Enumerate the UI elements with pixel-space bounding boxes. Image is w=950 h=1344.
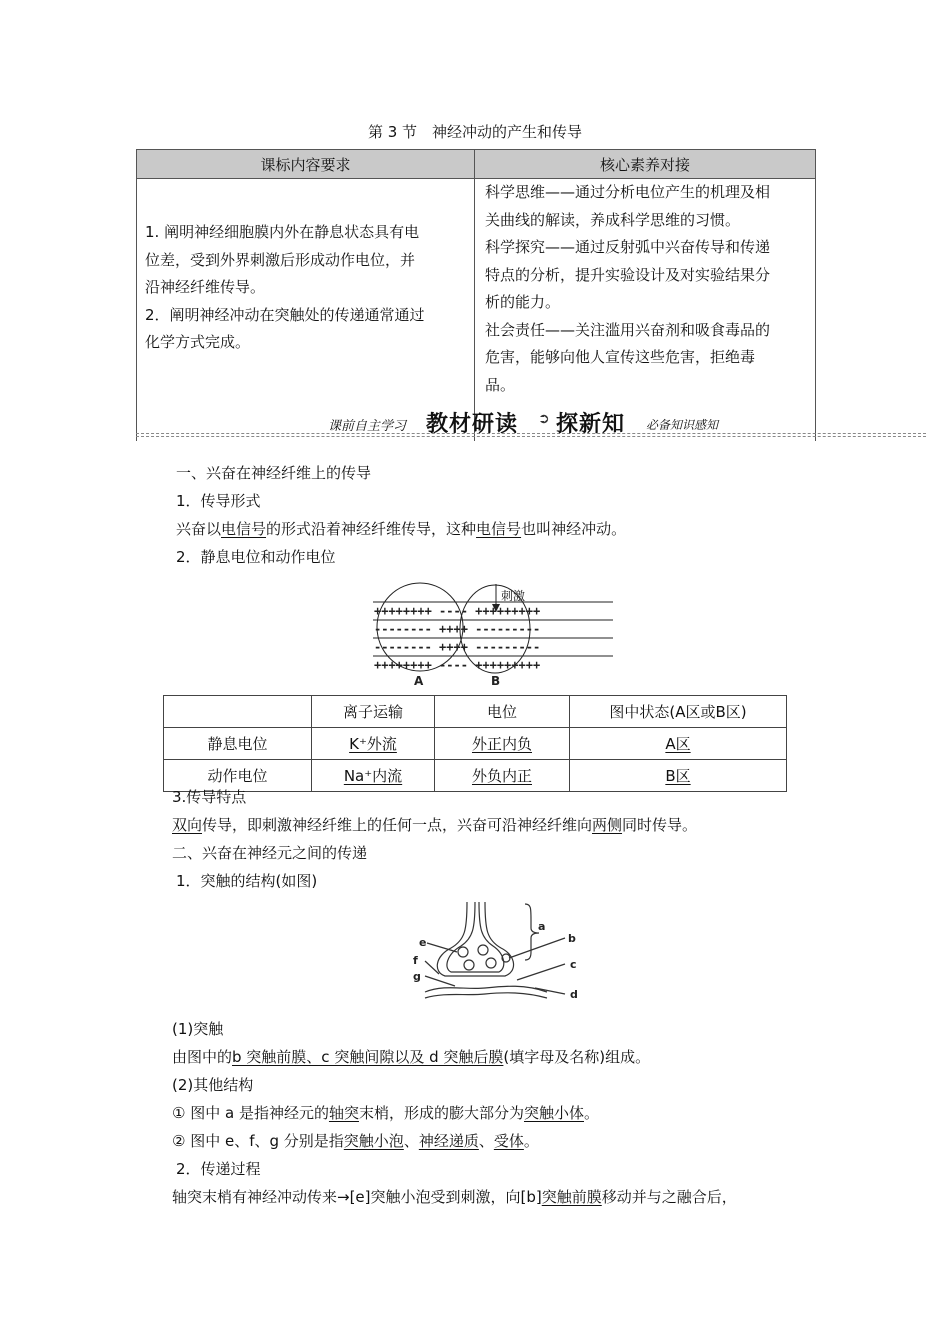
standards-content-cell bbox=[137, 179, 475, 442]
p1-text: 由图中的b 突触前膜、c 突触间隙以及 d 突触后膜(填字母及名称)组成。 bbox=[172, 1048, 651, 1066]
p2-title: (2)其他结构 bbox=[172, 1076, 254, 1094]
section1-sub3: 3.传导特点 bbox=[172, 788, 247, 806]
standards-header-1: 课标内容要求 bbox=[137, 150, 475, 179]
fig-label-g: g bbox=[413, 970, 421, 983]
outer-charge-row: ++++++++ ---- +++++++++ bbox=[374, 658, 541, 672]
p2-line2: ② 图中 e、f、g 分别是指突触小泡、神经递质、受体。 bbox=[172, 1132, 539, 1150]
section2-sub2-text: 轴突末梢有神经冲动传来→[e]突触小泡受到刺激，向[b]突触前膜移动并与之融合后， bbox=[172, 1188, 737, 1206]
standards-line: 2．阐明神经冲动在突触处的传递通常通过 bbox=[145, 305, 425, 324]
section-banner bbox=[136, 407, 926, 437]
banner-main-2: 探新知 bbox=[556, 412, 626, 437]
section1-heading: 一、兴奋在神经纤维上的传导 bbox=[176, 464, 372, 482]
inner-charge-row: -------- ++++ --------- bbox=[374, 640, 541, 654]
ion-table bbox=[163, 695, 787, 792]
table-cell: Na⁺内流 bbox=[312, 760, 435, 792]
standards-line: 位差，受到外界刺激后形成动作电位，并 bbox=[145, 250, 416, 269]
fig-label-d: d bbox=[570, 988, 578, 1001]
section2-sub2: 2．传递过程 bbox=[176, 1160, 261, 1178]
arrow-icon: ➲ bbox=[538, 411, 550, 427]
table-cell: 外负内正 bbox=[435, 760, 570, 792]
competency-line: 科学思维——通过分析电位产生的机理及相 bbox=[485, 183, 771, 201]
competency-line: 社会责任——关注滥用兴奋剂和吸食毒品的 bbox=[485, 320, 771, 339]
banner-left-text: 课前自主学习 bbox=[328, 419, 407, 434]
axon-terminal-outline bbox=[437, 902, 513, 976]
fig-label-e: e bbox=[419, 936, 427, 949]
table-cell: A区 bbox=[570, 728, 787, 760]
pointer-g bbox=[425, 976, 455, 986]
nerve-fiber-figure bbox=[368, 582, 618, 688]
table-cell: 外正内负 bbox=[435, 728, 570, 760]
label-b: B bbox=[491, 674, 501, 688]
p1-title: (1)突触 bbox=[172, 1020, 224, 1038]
vesicle bbox=[464, 960, 474, 970]
pointer-c bbox=[517, 964, 565, 980]
table-cell: B区 bbox=[570, 760, 787, 792]
section2-heading: 二、兴奋在神经元之间的传递 bbox=[172, 844, 368, 862]
standards-header-2: 核心素养对接 bbox=[475, 150, 816, 179]
section1-sub1-text: 兴奋以电信号的形式沿着神经纤维传导，这种电信号也叫神经冲动。 bbox=[176, 520, 627, 538]
table-header: 电位 bbox=[435, 696, 570, 728]
standards-line: 1. 阐明神经细胞膜内外在静息状态具有电 bbox=[145, 223, 420, 241]
fig-label-a: a bbox=[538, 920, 546, 933]
vesicle bbox=[478, 945, 488, 955]
competency-line: 品。 bbox=[485, 375, 516, 394]
vesicle bbox=[458, 947, 468, 957]
banner-main-1: 教材研读 bbox=[426, 412, 519, 437]
standards-line: 化学方式完成。 bbox=[145, 333, 251, 351]
competency-line: 关曲线的解读，养成科学思维的习惯。 bbox=[485, 210, 741, 229]
table-row bbox=[164, 728, 787, 760]
pointer-d bbox=[535, 988, 565, 994]
table-row bbox=[164, 696, 787, 728]
section2-sub1: 1．突触的结构(如图) bbox=[176, 872, 318, 890]
section1-sub3-text: 双向传导，即刺激神经纤维上的任何一点，兴奋可沿神经纤维向两侧同时传导。 bbox=[172, 816, 698, 834]
synapse-figure bbox=[405, 900, 590, 1010]
competency-line: 特点的分析，提升实验设计及对实验结果分 bbox=[485, 265, 771, 284]
banner-right-text: 必备知识感知 bbox=[646, 418, 719, 432]
competency-line: 析的能力。 bbox=[485, 293, 561, 311]
fig-label-f: f bbox=[413, 954, 418, 967]
answer-blank: 电信号 bbox=[221, 520, 267, 538]
standards-line: 沿神经纤维传导。 bbox=[145, 278, 266, 296]
pointer-b bbox=[509, 938, 565, 958]
vesicle bbox=[486, 958, 496, 968]
answer-blank: 电信号 bbox=[476, 520, 522, 538]
table-header: 离子运输 bbox=[312, 696, 435, 728]
fig-label-b: b bbox=[568, 932, 576, 945]
postsynaptic-inner bbox=[425, 993, 547, 998]
table-row bbox=[164, 760, 787, 792]
competency-cell bbox=[475, 179, 816, 442]
page-title: 第 3 节 神经冲动的产生和传导 bbox=[367, 123, 583, 141]
table-cell: 动作电位 bbox=[164, 760, 312, 792]
table-header: 图中状态(A区或B区) bbox=[570, 696, 787, 728]
p2-line1: ① 图中 a 是指神经元的轴突末梢，形成的膨大部分为突触小体。 bbox=[172, 1104, 600, 1122]
outer-charge-row: ++++++++ ---- +++++++++ bbox=[374, 604, 541, 618]
table-header bbox=[164, 696, 312, 728]
competency-line: 危害，能够向他人宣传这些危害，拒绝毒 bbox=[485, 348, 756, 366]
competency-line: 科学探究——通过反射弧中兴奋传导和传递 bbox=[485, 238, 771, 256]
table-cell: 静息电位 bbox=[164, 728, 312, 760]
label-a: A bbox=[414, 674, 424, 688]
table-cell: K⁺外流 bbox=[312, 728, 435, 760]
fig-label-c: c bbox=[570, 958, 577, 971]
inner-charge-row: -------- ++++ --------- bbox=[374, 622, 541, 636]
postsynaptic-membrane bbox=[425, 986, 547, 992]
stimulus-label: 刺激 bbox=[501, 589, 526, 603]
section1-sub2: 2．静息电位和动作电位 bbox=[176, 548, 336, 566]
section1-sub1: 1．传导形式 bbox=[176, 492, 261, 510]
standards-table bbox=[136, 149, 816, 441]
